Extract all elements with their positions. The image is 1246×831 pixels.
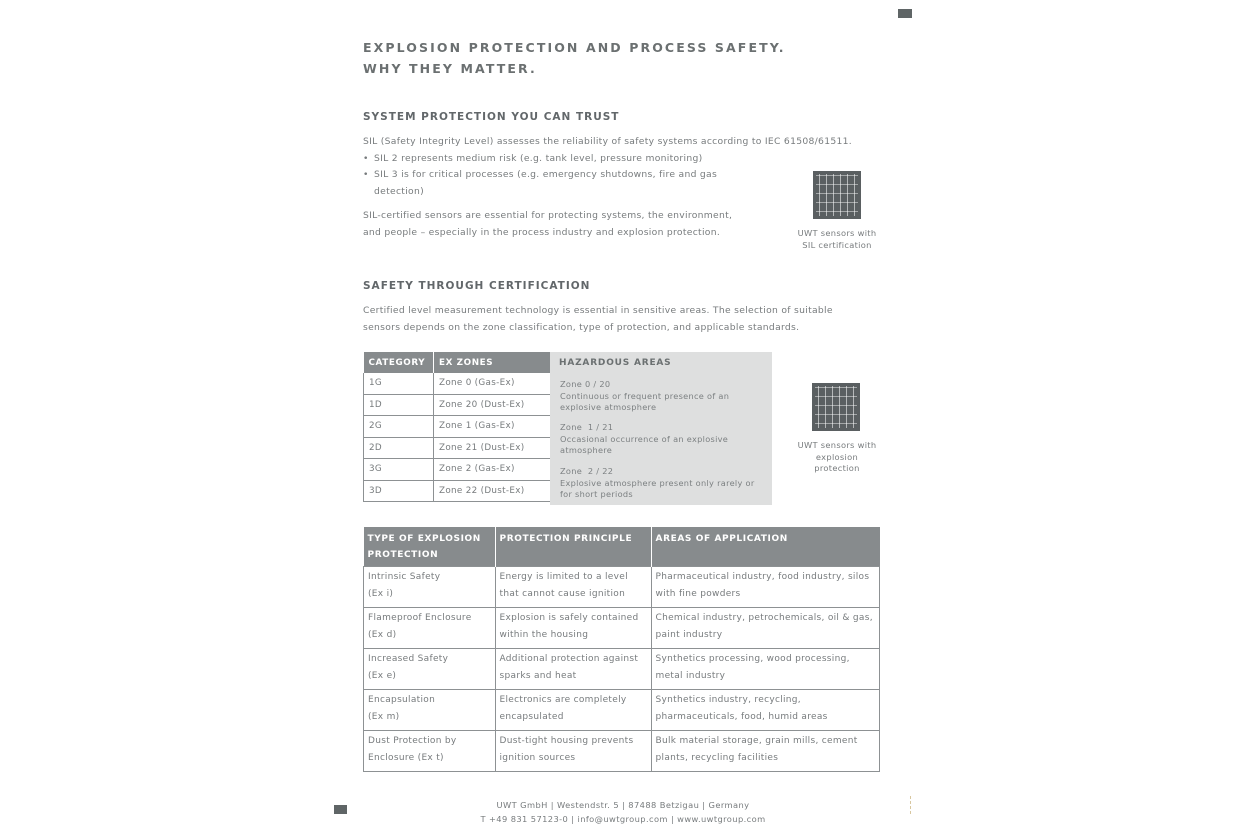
- corner-mark-bottom: [334, 805, 347, 814]
- table-row: [364, 480, 552, 502]
- type-cell: [364, 649, 496, 690]
- type-code: Enclosure (Ex t): [368, 752, 444, 763]
- page-title: [363, 37, 786, 79]
- hazard-description: Occasional occurrence of an explosive atmosphere: [560, 433, 729, 455]
- sil-bullet-list: [363, 151, 883, 201]
- table-row: [364, 437, 552, 459]
- principle-cell: Additional protection against sparks and heat: [495, 649, 651, 690]
- type-cell: [364, 567, 496, 608]
- table-row: [364, 608, 880, 649]
- sil-closing: [363, 208, 783, 241]
- type-cell: [364, 731, 496, 772]
- sil-bullet: • SIL 3 is for critical processes (e.g. emergency shutdowns, fire and gas detection): [363, 167, 744, 200]
- protection-table-header: [364, 527, 880, 567]
- category-cell: 3D: [364, 480, 434, 502]
- zone-cell: Zone 20 (Dust-Ex): [434, 394, 552, 416]
- areas-cell: Synthetics processing, wood processing, metal industry: [651, 649, 880, 690]
- principle-cell: Dust-tight housing prevents ignition sources: [495, 731, 651, 772]
- sil-closing-line2: and people – especially in the process industry and explosion protection.: [363, 226, 721, 238]
- table-row: [364, 416, 552, 438]
- section-heading-certification: SAFETY THROUGH CERTIFICATION: [363, 280, 591, 292]
- type-name: Dust Protection by: [368, 736, 457, 746]
- type-cell: [364, 690, 496, 731]
- sil-bullet: • SIL 2 represents medium risk (e.g. tank level, pressure monitoring): [363, 151, 883, 168]
- hazard-zone: Zone 1 / 21: [560, 422, 614, 432]
- areas-cell: Pharmaceutical industry, food industry, silos with fine powders: [651, 567, 880, 608]
- page-title-line1: EXPLOSION PROTECTION AND PROCESS SAFETY.: [363, 40, 786, 55]
- areas-cell: Bulk material storage, grain mills, cement plants, recycling facilities: [651, 731, 880, 772]
- qr-code-explosion-icon[interactable]: [812, 383, 860, 431]
- type-code: (Ex m): [368, 711, 400, 722]
- hazard-description: Continuous or frequent presence of an explosive atmosphere: [560, 390, 730, 412]
- footer-address: UWT GmbH | Westendstr. 5 | 87488 Betzigau | Germany: [496, 800, 750, 810]
- page-title-line2: WHY THEY MATTER.: [363, 61, 537, 76]
- type-name: Encapsulation: [368, 695, 436, 705]
- hazardous-area-item: [560, 422, 768, 457]
- qr-caption-sil: UWT sensors with SIL certification: [797, 228, 877, 250]
- corner-mark-top: [898, 9, 912, 18]
- header-principle: PROTECTION PRINCIPLE: [495, 527, 651, 567]
- type-name: Increased Safety: [368, 654, 449, 664]
- areas-cell: Synthetics industry, recycling, pharmaceuticals, food, humid areas: [651, 690, 880, 731]
- certification-line2: sensors depends on the zone classification, type of protection, and applicable standards.: [363, 321, 800, 333]
- category-cell: 3G: [364, 459, 434, 481]
- principle-cell: Energy is limited to a level that cannot cause ignition: [495, 567, 651, 608]
- hazardous-areas-title: HAZARDOUS AREAS: [559, 358, 672, 368]
- section-heading-system-protection: SYSTEM PROTECTION YOU CAN TRUST: [363, 111, 620, 123]
- zone-table: [363, 352, 552, 502]
- qr-caption-explosion: UWT sensors with explosion protection: [797, 440, 877, 473]
- table-row: [364, 394, 552, 416]
- type-cell: [364, 608, 496, 649]
- category-cell: 1G: [364, 373, 434, 394]
- zone-cell: Zone 21 (Dust-Ex): [434, 437, 552, 459]
- type-code: (Ex i): [368, 588, 394, 599]
- certification-paragraph: [363, 303, 863, 336]
- protection-table: [363, 527, 880, 772]
- table-row: [364, 690, 880, 731]
- type-code: (Ex e): [368, 670, 397, 681]
- table-row: [364, 567, 880, 608]
- table-row: [364, 731, 880, 772]
- zone-table-header: [364, 352, 552, 373]
- table-row: [364, 373, 552, 394]
- sil-intro: [363, 134, 883, 200]
- type-name: Flameproof Enclosure: [368, 613, 472, 623]
- principle-cell: Explosion is safely contained within the housing: [495, 608, 651, 649]
- principle-cell: Electronics are completely encapsulated: [495, 690, 651, 731]
- type-name: Intrinsic Safety: [368, 572, 441, 582]
- sil-intro-text: SIL (Safety Integrity Level) assesses the reliability of safety systems according to IEC 61508/61511.: [363, 136, 852, 147]
- category-cell: 1D: [364, 394, 434, 416]
- hazard-zone: Zone 0 / 20: [560, 379, 611, 389]
- footer: [420, 798, 826, 826]
- category-cell: 2D: [364, 437, 434, 459]
- header-areas: AREAS OF APPLICATION: [651, 527, 880, 567]
- areas-cell: Chemical industry, petrochemicals, oil & gas, paint industry: [651, 608, 880, 649]
- type-code: (Ex d): [368, 629, 397, 640]
- zone-cell: Zone 0 (Gas-Ex): [434, 373, 552, 394]
- crop-mark: [910, 796, 912, 814]
- header-category: CATEGORY: [364, 352, 434, 373]
- table-row: [364, 459, 552, 481]
- zone-cell: Zone 1 (Gas-Ex): [434, 416, 552, 438]
- header-type: TYPE OF EXPLOSION PROTECTION: [364, 527, 496, 567]
- hazard-description: Explosive atmosphere present only rarely or for short periods: [560, 477, 755, 499]
- hazardous-areas-box: [550, 352, 772, 505]
- table-row: [364, 649, 880, 690]
- footer-contact: T +49 831 57123-0 | info@uwtgroup.com | www.uwtgroup.com: [480, 814, 766, 824]
- hazard-zone: Zone 2 / 22: [560, 466, 614, 476]
- qr-code-sil-icon[interactable]: [813, 171, 861, 219]
- hazardous-area-item: [560, 466, 768, 501]
- zone-cell: Zone 22 (Dust-Ex): [434, 480, 552, 502]
- header-ex-zones: EX ZONES: [434, 352, 552, 373]
- certification-line1: Certified level measurement technology is essential in sensitive areas. The selection of suitable: [363, 305, 833, 316]
- zone-cell: Zone 2 (Gas-Ex): [434, 459, 552, 481]
- category-cell: 2G: [364, 416, 434, 438]
- sil-closing-line1: SIL-certified sensors are essential for protecting systems, the environment,: [363, 210, 733, 221]
- hazardous-area-item: [560, 379, 768, 414]
